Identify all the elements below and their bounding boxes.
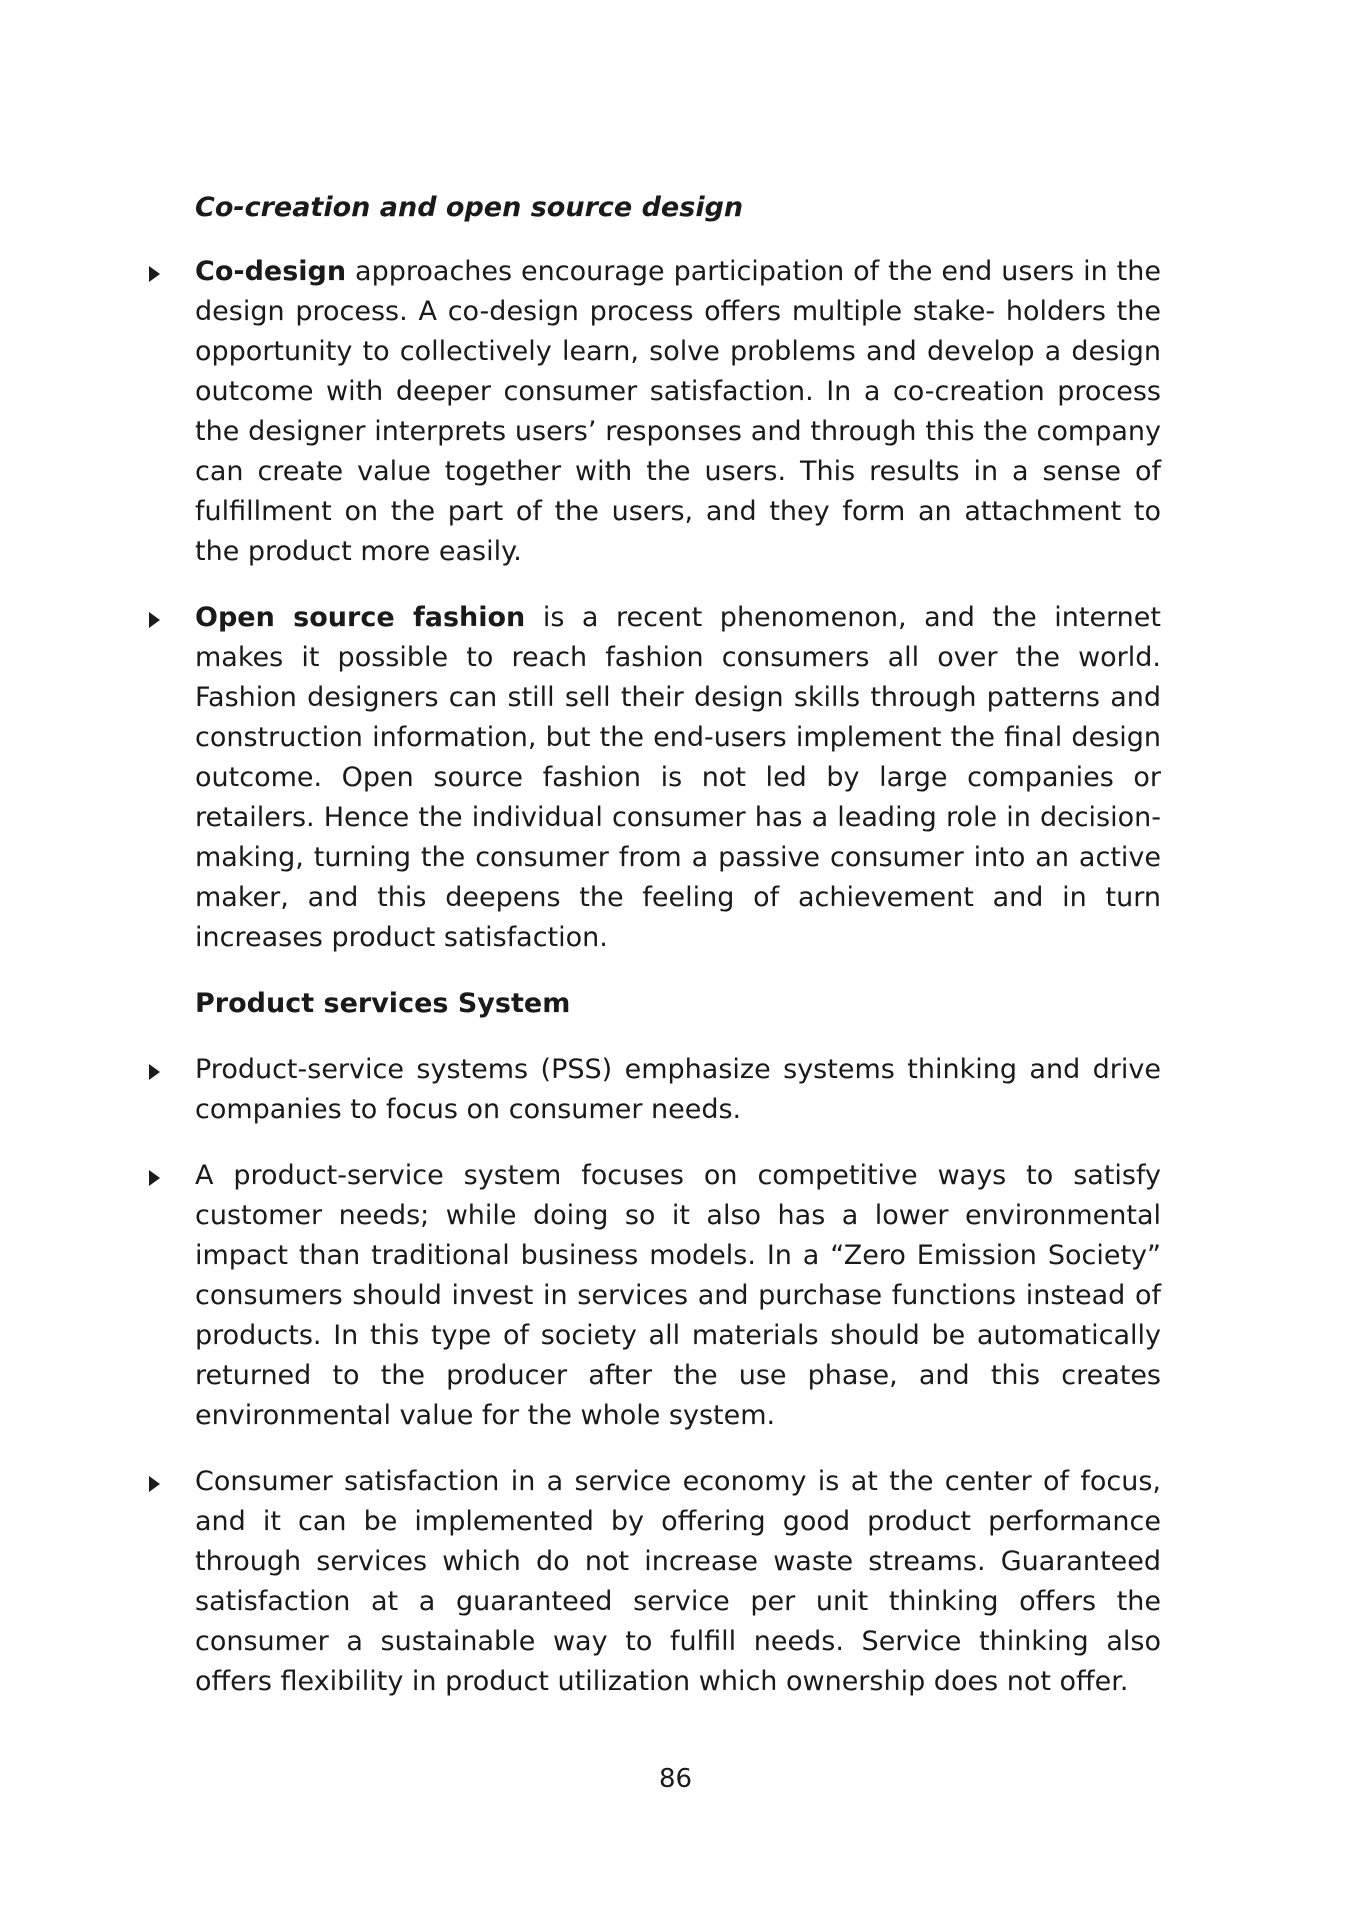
triangle-bullet-icon: [149, 612, 160, 628]
bullet-term: Co-design: [195, 256, 347, 287]
bullet-term: Open source fashion: [195, 602, 526, 633]
triangle-bullet-icon: [149, 1476, 160, 1492]
bullet-item-service-economy: [195, 1462, 1161, 1702]
section-heading-product-services: Product services System: [195, 988, 571, 1019]
bullet-paragraph: [195, 252, 1161, 572]
bullet-body: is a recent phenomenon, and the internet makes it possible to reach fashion consumers all over the world. Fashion designers can still sell their design skills through patterns and construction information, but the end-users implement the final design outcome. Open source fashion is not led by large companies or retailers. Hence the individual consumer has a leading role in decision-making, turning the consumer from a passive consumer into an active maker, and this deepens the feeling of achievement and in turn increases product satisfaction.: [195, 602, 1161, 953]
bullet-paragraph: Consumer satisfaction in a service economy is at the center of focus, and it can be implemented by offering good product performance through services which do not increase waste streams. Guaranteed satisfaction at a guaranteed service per unit thinking offers the consumer a sustainable way to fulfill needs. Service thinking also offers flexibility in product utilization which ownership does not offer.: [195, 1466, 1161, 1697]
bullet-item-pss: [195, 1050, 1161, 1130]
triangle-bullet-icon: [149, 266, 160, 282]
bullet-paragraph: A product-service system focuses on competitive ways to satisfy customer needs; while doing so it also has a lower environmental impact than traditional business models. In a “Zero Emission Society” consumers should invest in services and purchase functions instead of products. In this type of society all materials should be automatically returned to the producer after the use phase, and this creates environmental value for the whole system.: [195, 1160, 1161, 1431]
bullet-item-open-source-fashion: [195, 598, 1161, 958]
page-content: [195, 188, 1161, 1728]
page-number: 86: [658, 1764, 693, 1794]
bullet-item-co-design: [195, 252, 1161, 572]
bullet-body: approaches encourage participation of the end users in the design process. A co-design process offers multiple stake- holders the opportunity to collectively learn, solve problems and develop a design outcome with deeper consumer satisfaction. In a co-creation process the designer interprets users’ responses and through this the company can create value together with the users. This results in a sense of fulfillment on the part of the users, and they form an attachment to the product more easily.: [195, 256, 1161, 567]
bullet-paragraph: Product-service systems (PSS) emphasize systems thinking and drive companies to focus on consumer needs.: [195, 1054, 1161, 1125]
section-heading-co-creation: Co-creation and open source design: [195, 192, 744, 223]
bullet-paragraph: [195, 598, 1161, 958]
triangle-bullet-icon: [149, 1170, 160, 1186]
triangle-bullet-icon: [149, 1064, 160, 1080]
bullet-item-zero-emission: [195, 1156, 1161, 1436]
